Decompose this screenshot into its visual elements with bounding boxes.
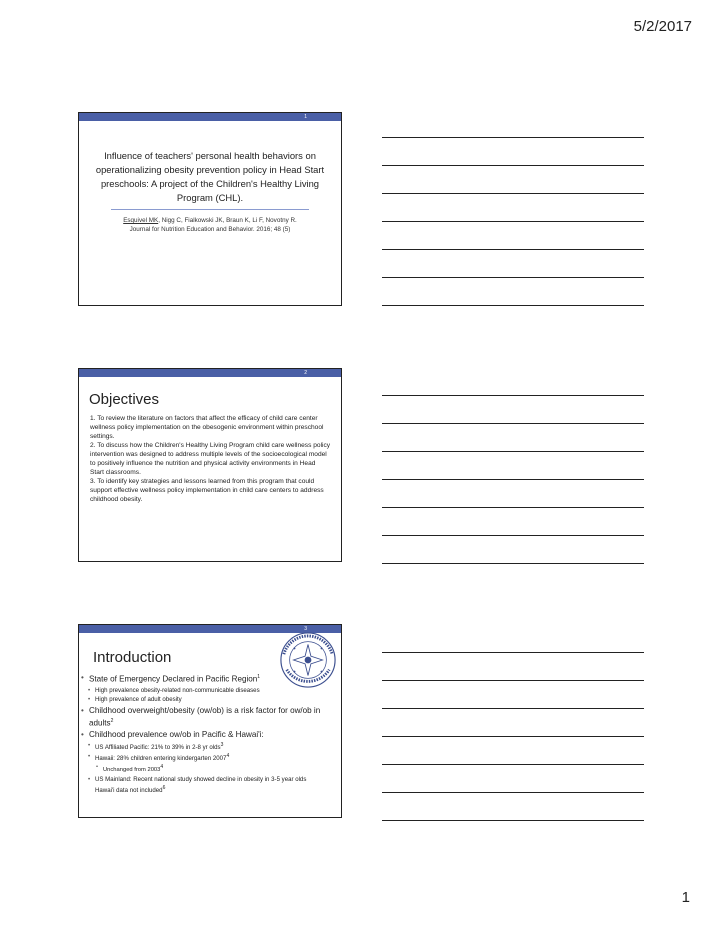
- note-line: [382, 423, 644, 424]
- sub-sub-bullet-item: [79, 763, 341, 775]
- note-line: [382, 221, 644, 222]
- note-line: [382, 820, 644, 821]
- note-line: [382, 277, 644, 278]
- slide-3-number: 3: [304, 626, 307, 632]
- note-line: [382, 652, 644, 653]
- slide-1-other-authors: , Nigg C, Fialkowski JK, Braun K, Li F, Novotny R.: [158, 217, 297, 224]
- note-line: [382, 680, 644, 681]
- sub-bullet-item: • High prevalence obesity-related non-communicable diseases: [79, 686, 327, 695]
- note-line: [382, 305, 644, 306]
- slide-1-first-author: Esquivel MK: [123, 217, 159, 224]
- bullet-text: Childhood overweight/obesity (ow/ob) is a risk factor for ow/ob in adults: [89, 705, 321, 728]
- sub-bullet-item: [79, 775, 327, 795]
- note-line: [382, 165, 644, 166]
- slide-3: [78, 624, 342, 818]
- note-line: [382, 193, 644, 194]
- sub-bullet-item: [79, 741, 327, 752]
- note-line: [382, 563, 644, 564]
- citation: 3: [220, 742, 224, 749]
- slide-3-heading: Introduction: [93, 649, 172, 666]
- slide-1: [78, 112, 342, 306]
- slide-1-divider: [111, 209, 309, 210]
- note-line: [382, 395, 644, 396]
- bullet-item: [79, 705, 327, 729]
- slide-1-title: Influence of teachers' personal health behaviors on operationalizing obesity prevention policy in Head Start preschools: A project of the Children's Healthy Living Program (CHL).: [95, 150, 325, 203]
- slide-2-number: 2: [304, 370, 307, 376]
- bullet-text: State of Emergency Declared in Pacific Region: [89, 674, 258, 684]
- note-line: [382, 479, 644, 480]
- note-line: [382, 507, 644, 508]
- sub-bullet-item: • High prevalence of adult obesity: [79, 695, 327, 704]
- objectives-list: [90, 414, 331, 504]
- bullet-text: US Mainland: Recent national study showed decline in obesity in 3-5 year olds Hawai'i data not included: [95, 776, 307, 795]
- slide-1-journal: Journal for Nutrition Education and Behavior. 2016; 48 (5): [129, 226, 291, 233]
- slide-1-authors: [79, 216, 341, 225]
- bullet-text: Unchanged from 2003: [103, 767, 161, 774]
- note-line: [382, 736, 644, 737]
- page-number: 1: [681, 889, 690, 906]
- objective-item: 2. To discuss how the Children's Healthy Living Program child care wellness policy intervention was designed to address multiple levels of the socioecological model to positively influence the nutrition and physical activity environments in Head Start classrooms.: [90, 442, 331, 476]
- slide-2-header-bar: [79, 369, 341, 377]
- bullet-text: US Affiliated Pacific: 21% to 39% in 2-8 yr olds: [95, 744, 221, 752]
- objective-item: 1. To review the literature on factors that affect the efficacy of child care center wellness policy implementation on the obesogenic environment within preschool settings.: [90, 415, 324, 440]
- citation: 2: [110, 717, 114, 724]
- note-line: [382, 249, 644, 250]
- slide-2-heading: Objectives: [89, 391, 160, 408]
- slide-2: [78, 368, 342, 562]
- note-line: [382, 792, 644, 793]
- citation: 1: [257, 674, 261, 680]
- slide-1-header-bar: [79, 113, 341, 121]
- sub-bullet-item: [79, 752, 327, 763]
- citation: 6: [162, 785, 166, 792]
- note-line: [382, 451, 644, 452]
- note-line: [382, 535, 644, 536]
- note-line: [382, 764, 644, 765]
- bullet-item: [79, 672, 327, 685]
- print-date: 5/2/2017: [633, 18, 692, 35]
- citation: 4: [160, 764, 164, 771]
- bullet-text: Hawaii: 28% children entering kindergarten 2007: [95, 755, 227, 763]
- slide-1-number: 1: [304, 114, 307, 120]
- note-line: [382, 708, 644, 709]
- objective-item: 3. To identify key strategies and lessons learned from this program that could support effective wellness policy implementation in child care centers to address childhood obesity.: [90, 478, 324, 503]
- citation: 4: [226, 753, 230, 760]
- note-line: [382, 137, 644, 138]
- bullet-item: • Childhood prevalence ow/ob in Pacific & Hawai'i:: [79, 729, 327, 740]
